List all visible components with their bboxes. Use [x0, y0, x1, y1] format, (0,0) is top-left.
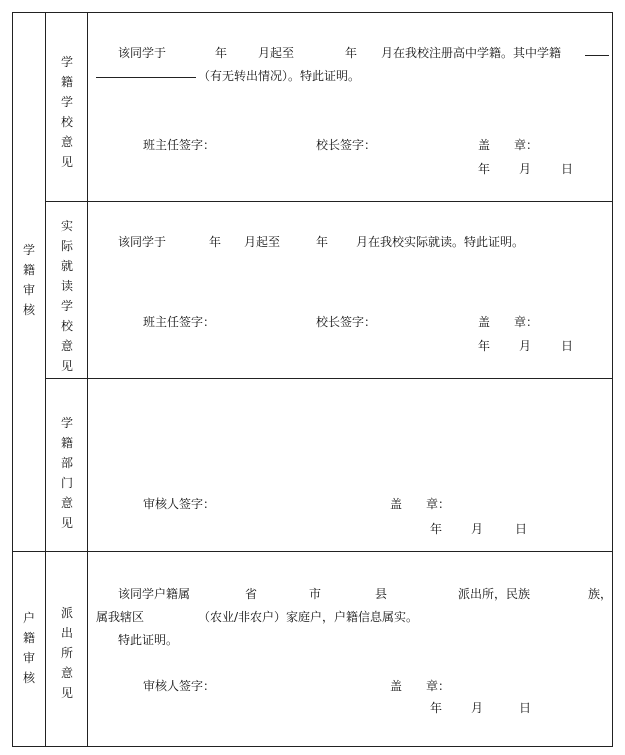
- police-city: 市: [309, 587, 322, 601]
- dept-reviewer-sign: 审核人签字：: [143, 497, 216, 511]
- police-line1-start: 该同学户籍属: [118, 587, 191, 601]
- dept-date-year: 年: [430, 522, 443, 536]
- section-label-student-status: 学籍审核: [22, 243, 35, 317]
- actual-teacher-sign: 班主任签字：: [143, 315, 216, 329]
- school-year2: 年: [345, 46, 358, 60]
- divider-row3: [12, 551, 613, 552]
- police-reviewer-sign: 审核人签字：: [143, 679, 216, 693]
- police-seal: 盖 章：: [390, 679, 451, 693]
- police-line3: 特此证明。: [118, 633, 179, 647]
- police-ethnic: 族，: [588, 587, 613, 601]
- actual-principal-sign: 校长签字：: [316, 315, 377, 329]
- school-status-blank-2[interactable]: [96, 66, 196, 78]
- divider-col1: [45, 12, 46, 747]
- row-label-police-opinion: 派出所意见: [60, 606, 73, 700]
- actual-year2: 年: [316, 235, 329, 249]
- actual-date-day: 日: [561, 339, 574, 353]
- school-principal-sign: 校长签字：: [316, 138, 377, 152]
- school-line2-suffix: （有无转出情况）。特此证明。: [198, 69, 361, 83]
- police-line2-household: （农业/非农户）家庭户，户籍信息属实。: [198, 610, 419, 624]
- actual-month-from: 月起至: [244, 235, 281, 249]
- police-date-day: 日: [519, 701, 532, 715]
- dept-seal: 盖 章：: [390, 497, 451, 511]
- form-table: [12, 12, 613, 747]
- police-province: 省: [245, 587, 258, 601]
- police-station: 派出所，民族: [458, 587, 531, 601]
- school-status-blank-1[interactable]: [585, 44, 609, 56]
- divider-col2: [87, 12, 88, 747]
- row-label-school-opinion: 学籍学校意见: [60, 55, 73, 169]
- police-date-year: 年: [430, 701, 443, 715]
- actual-date-month: 月: [519, 339, 532, 353]
- school-teacher-sign: 班主任签字：: [143, 138, 216, 152]
- actual-year: 年: [209, 235, 222, 249]
- actual-month-study: 月在我校实际就读。特此证明。: [356, 235, 525, 249]
- divider-row1: [45, 201, 613, 202]
- divider-row2: [45, 378, 613, 379]
- police-date-month: 月: [471, 701, 484, 715]
- school-date-day: 日: [561, 162, 574, 176]
- police-county: 县: [375, 587, 388, 601]
- school-year: 年: [215, 46, 228, 60]
- row-label-actual-school-opinion: 实际就读学校意见: [60, 219, 73, 373]
- school-month-from: 月起至: [258, 46, 295, 60]
- school-line1-start: 该同学于: [118, 46, 167, 60]
- actual-seal: 盖 章：: [478, 315, 539, 329]
- school-month-reg: 月在我校注册高中学籍。其中学籍: [381, 46, 562, 60]
- actual-line1-start: 该同学于: [118, 235, 167, 249]
- police-line2-start: 属我辖区: [96, 610, 145, 624]
- section-label-household: 户籍审核: [22, 611, 35, 685]
- school-date-year: 年: [478, 162, 491, 176]
- actual-date-year: 年: [478, 339, 491, 353]
- school-seal: 盖 章：: [478, 138, 539, 152]
- school-date-month: 月: [519, 162, 532, 176]
- row-label-department-opinion: 学籍部门意见: [60, 416, 73, 530]
- dept-date-day: 日: [515, 522, 528, 536]
- dept-date-month: 月: [471, 522, 484, 536]
